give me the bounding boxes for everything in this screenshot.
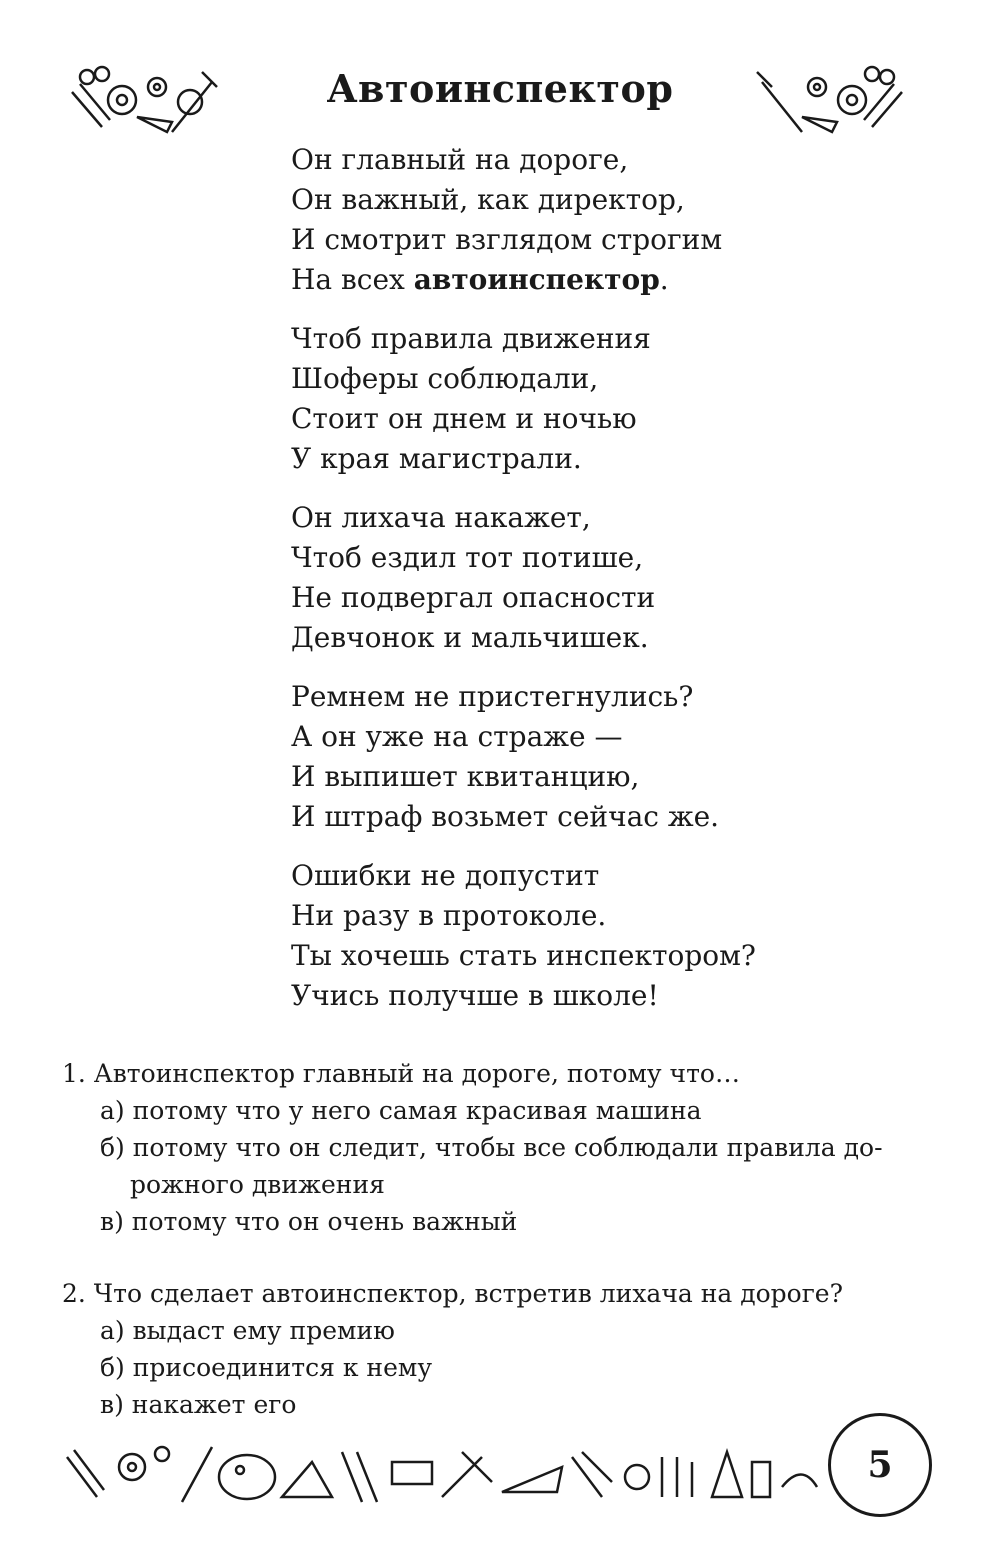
poem-line: Стоит он днем и ночью [291,402,637,435]
stanza-5 [291,856,756,1016]
poem-line: Ты хочешь стать инспектором? [291,939,756,972]
question-1 [62,1055,942,1240]
page-number: 5 [828,1413,932,1517]
poem-line-prefix: На всех [291,263,414,296]
poem-line-suffix: . [659,263,669,296]
answer-option-b[interactable]: б) присоединится к нему [100,1353,433,1382]
poem-line-with-keyword [291,260,756,300]
poem-line: А он уже на страже — [291,720,623,753]
poem-line: Девчонок и мальчишек. [291,621,649,654]
questions [62,1055,942,1458]
poem-line: Чтоб ездил тот потише, [291,541,644,574]
question-text: 1. Автоинспектор главный на дороге, потому что… [62,1059,740,1088]
tools-border-bottom [62,1432,822,1512]
poem-line: Ремнем не пристегнулись? [291,680,694,713]
poem-line: У края магистрали. [291,442,582,475]
poem-line: И выпишет квитанцию, [291,760,640,793]
answer-option-c[interactable]: в) накажет его [100,1390,297,1419]
stanza-3 [291,498,756,658]
poem-line: И штраф возьмет сейчас же. [291,800,720,833]
question-text: 2. Что сделает автоинспектор, встретив лихача на дороге? [62,1279,844,1308]
poem-line: Чтоб правила движения [291,322,651,355]
keyword-bold: автоинспектор [413,263,660,296]
answer-option-c[interactable]: в) потому что он очень важный [100,1207,518,1236]
page-title: Автоинспектор [326,66,674,111]
answer-option-a[interactable]: а) потому что у него самая красивая машина [100,1096,702,1125]
stanza-2 [291,319,756,479]
question-2 [62,1275,942,1423]
stanza-4 [291,677,756,837]
poem-line: Он главный на дороге, [291,143,629,176]
answer-option-b-continued[interactable]: рожного движения [130,1170,385,1199]
poem [291,140,756,1035]
answer-option-a[interactable]: а) выдаст ему премию [100,1316,395,1345]
poem-line: Он лихача накажет, [291,501,591,534]
poem-line: Не подвергал опасности [291,581,656,614]
answer-option-b[interactable]: б) потому что он следит, чтобы все соблюдали правила до- [100,1133,883,1162]
poem-line: Ни разу в протоколе. [291,899,607,932]
poem-line: И смотрит взглядом строгим [291,223,723,256]
poem-line: Ошибки не допустит [291,859,600,892]
poem-line: Шоферы соблюдали, [291,362,599,395]
poem-line: Учись получше в школе! [291,979,659,1012]
stanza-1 [291,140,756,300]
tools-ornament-right [752,62,912,142]
poem-line: Он важный, как директор, [291,183,685,216]
